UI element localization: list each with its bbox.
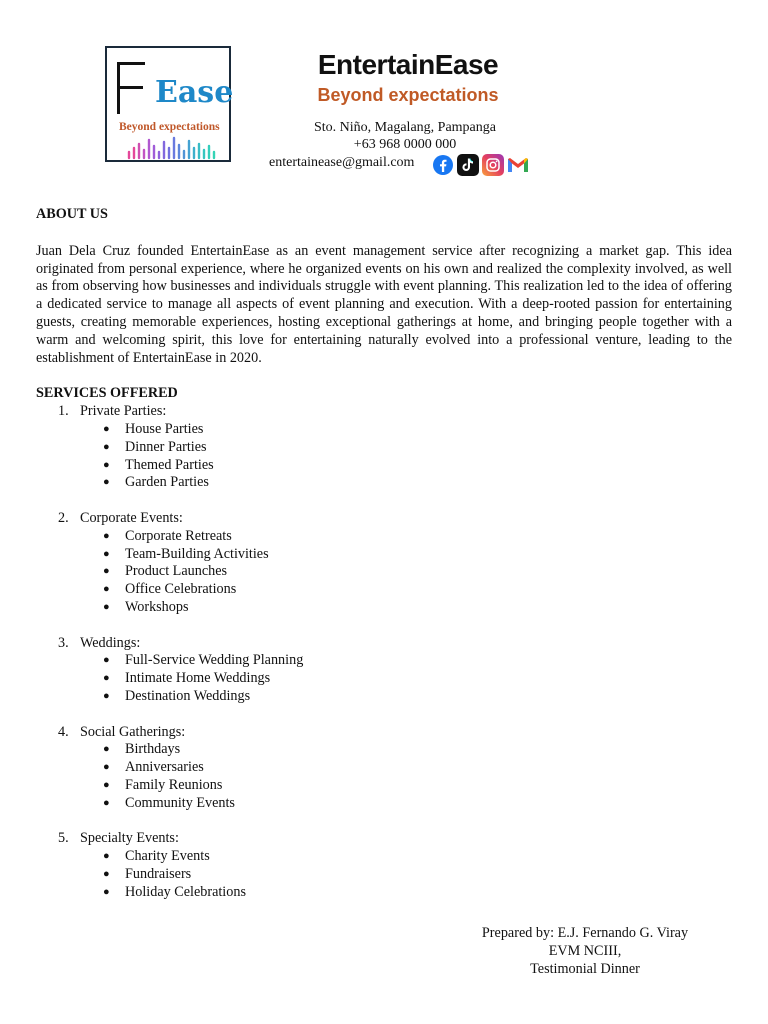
bullet-icon: ● bbox=[103, 600, 110, 613]
service-category bbox=[36, 403, 732, 492]
logo-letter-e-mark bbox=[115, 62, 145, 114]
bullet-icon: ● bbox=[103, 476, 110, 489]
service-category bbox=[36, 830, 732, 901]
list-item: ● Intimate Home Weddings bbox=[103, 670, 271, 687]
service-sublist bbox=[80, 421, 732, 492]
services-list bbox=[36, 403, 732, 901]
bullet-icon: ● bbox=[103, 654, 110, 667]
contact-block bbox=[290, 119, 520, 153]
gmail-icon[interactable] bbox=[507, 154, 529, 176]
bullet-icon: ● bbox=[103, 689, 110, 702]
bullet-icon: ● bbox=[103, 778, 110, 791]
list-item: ● Full-Service Wedding Planning bbox=[103, 652, 304, 669]
logo-word: Ease bbox=[155, 75, 234, 110]
list-item: ● Office Celebrations bbox=[103, 581, 237, 598]
document-body bbox=[36, 206, 732, 901]
instagram-icon[interactable] bbox=[482, 154, 504, 176]
brand-block bbox=[300, 46, 516, 106]
address: Sto. Niño, Magalang, Pampanga bbox=[314, 120, 496, 135]
service-label: Weddings: bbox=[80, 634, 141, 651]
bullet-icon: ● bbox=[103, 422, 110, 435]
bullet-icon: ● bbox=[103, 867, 110, 880]
bullet-icon: ● bbox=[103, 547, 110, 560]
service-label: Specialty Events: bbox=[80, 830, 179, 847]
service-sublist bbox=[80, 848, 732, 901]
company-logo bbox=[105, 46, 234, 162]
list-item: ● Holiday Celebrations bbox=[103, 883, 246, 900]
service-number: 1. bbox=[58, 403, 69, 420]
list-item: ● Community Events bbox=[103, 794, 235, 811]
bullet-icon: ● bbox=[103, 529, 110, 542]
company-tagline: Beyond expectations bbox=[317, 85, 499, 105]
bullet-icon: ● bbox=[103, 440, 110, 453]
event-title: Testimonial Dinner bbox=[530, 960, 640, 977]
about-heading: ABOUT US bbox=[36, 206, 108, 222]
list-item: ● Workshops bbox=[103, 598, 189, 615]
facebook-icon[interactable] bbox=[432, 154, 454, 176]
service-number: 5. bbox=[58, 830, 69, 847]
service-label: Private Parties: bbox=[80, 403, 167, 420]
equalizer-graphic bbox=[125, 136, 221, 160]
bullet-icon: ● bbox=[103, 583, 110, 596]
list-item: ● Corporate Retreats bbox=[103, 527, 232, 544]
list-item: ● Charity Events bbox=[103, 848, 210, 865]
about-paragraph: Juan Dela Cruz founded EntertainEase as an event management service after recognizing a market gap. This idea originated from personal experience, where he organized events on his own and realized the complexity involved, as well as from observing how businesses and individuals struggle with event planning. This realization led to the idea of offering a dedicated service to manage all aspects of event planning and execution. With a deep-rooted passion for entertaining guests, creating memorable experiences, hosting exceptional gatherings at home, and bringing people together with a warm and welcoming spirit, this love for entertaining naturally evolved into a professional venture, leading to the establishment of EntertainEase in 2020. bbox=[36, 242, 732, 366]
list-item: ● Product Launches bbox=[103, 563, 228, 580]
service-sublist bbox=[80, 528, 732, 617]
list-item: ● Destination Weddings bbox=[103, 687, 251, 704]
logo-tagline: Beyond expectations bbox=[119, 121, 220, 133]
list-item: ● Birthdays bbox=[103, 741, 181, 758]
bullet-icon: ● bbox=[103, 743, 110, 756]
credential: EVM NCIII, bbox=[548, 942, 622, 959]
list-item: ● Family Reunions bbox=[103, 776, 223, 793]
bullet-icon: ● bbox=[103, 761, 110, 774]
tiktok-icon[interactable] bbox=[457, 154, 479, 176]
service-sublist bbox=[80, 652, 732, 705]
services-heading: SERVICES OFFERED bbox=[36, 385, 178, 402]
bullet-icon: ● bbox=[103, 850, 110, 863]
list-item: ● Themed Parties bbox=[103, 456, 214, 473]
list-item: ● Dinner Parties bbox=[103, 438, 207, 455]
prepared-by-block bbox=[440, 925, 730, 978]
bullet-icon: ● bbox=[103, 458, 110, 471]
list-item: ● House Parties bbox=[103, 420, 204, 437]
phone-number: +63 968 0000 000 bbox=[353, 137, 457, 152]
list-item: ● Team-Building Activities bbox=[103, 545, 269, 562]
service-number: 3. bbox=[58, 634, 69, 651]
bullet-icon: ● bbox=[103, 796, 110, 809]
list-item: ● Garden Parties bbox=[103, 474, 209, 491]
list-item: ● Anniversaries bbox=[103, 759, 204, 776]
service-sublist bbox=[80, 741, 732, 812]
service-category bbox=[36, 510, 732, 617]
service-label: Corporate Events: bbox=[80, 509, 183, 526]
service-category bbox=[36, 635, 732, 706]
service-number: 4. bbox=[58, 723, 69, 740]
prepared-by: Prepared by: E.J. Fernando G. Viray bbox=[481, 925, 689, 941]
email-address: entertainease@gmail.com bbox=[269, 155, 415, 170]
bullet-icon: ● bbox=[103, 672, 110, 685]
service-label: Social Gatherings: bbox=[80, 723, 186, 740]
list-item: ● Fundraisers bbox=[103, 865, 192, 882]
social-icons bbox=[432, 154, 529, 178]
bullet-icon: ● bbox=[103, 565, 110, 578]
bullet-icon: ● bbox=[103, 885, 110, 898]
service-number: 2. bbox=[58, 509, 69, 526]
service-category bbox=[36, 724, 732, 813]
company-name: EntertainEase bbox=[317, 49, 499, 80]
